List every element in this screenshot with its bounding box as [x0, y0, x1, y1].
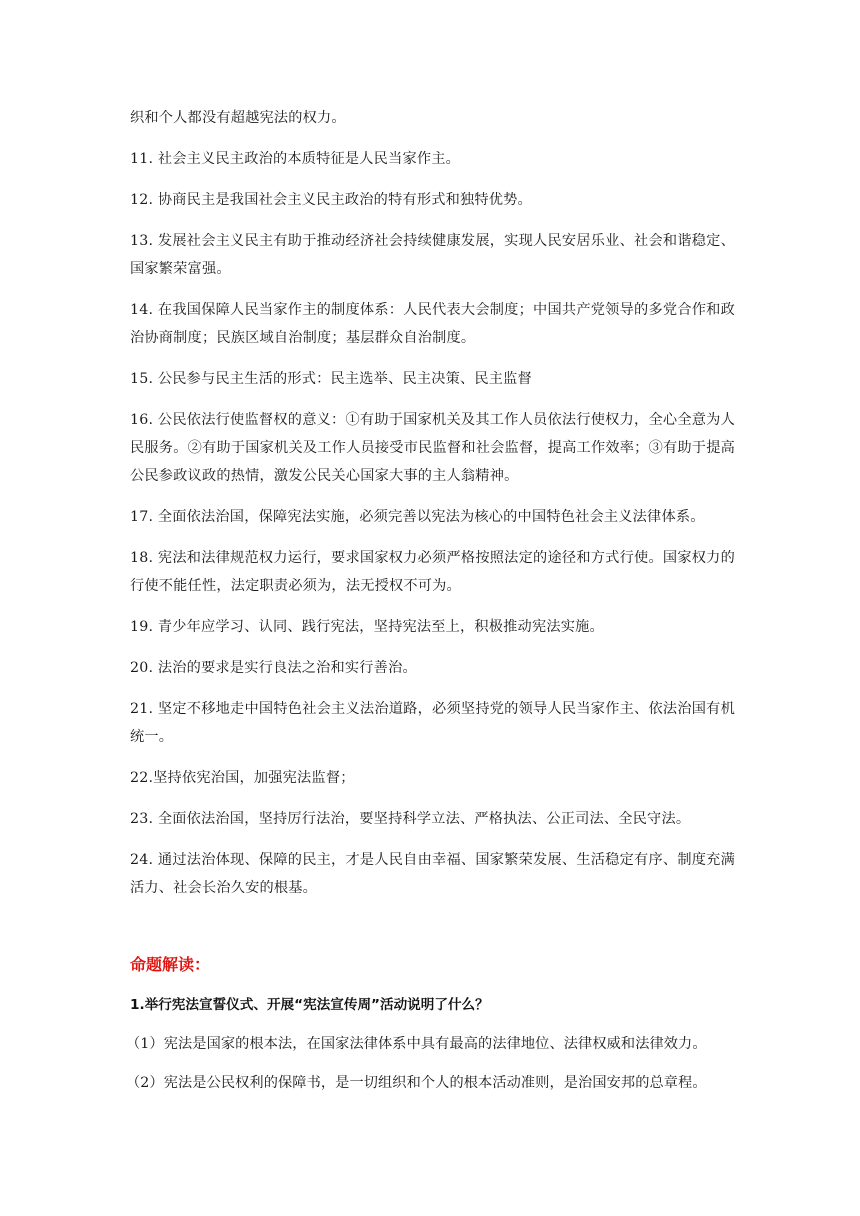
answer-item-1: （1）宪法是国家的根本法，在国家法律体系中具有最高的法律地位、法律权威和法律效力。: [126, 1036, 707, 1052]
paragraph-item-18: 18. 宪法和法律规范权力运行，要求国家权力必须严格按照法定的途径和方式行使。国家权力的行使不能任性，法定职责必须为，法无授权不可为。: [130, 550, 735, 594]
paragraph-item-15: 15. 公民参与民主生活的形式：民主选举、民主决策、民主监督: [130, 371, 532, 387]
paragraph-item-17: 17. 全面依法治国，保障宪法实施，必须完善以宪法为核心的中国特色社会主义法律体系。: [130, 509, 705, 525]
paragraph-item-12: 12. 协商民主是我国社会主义民主政治的特有形式和独特优势。: [130, 192, 532, 208]
section-spacer: [130, 915, 735, 951]
paragraph-item-22: 22.坚持依宪治国，加强宪法监督；: [130, 770, 355, 786]
paragraph-item-14: 14. 在我国保障人民当家作主的制度体系：人民代表大会制度；中国共产党领导的多党合作和政治协商制度；民族区域自治制度；基层群众自治制度。: [130, 302, 735, 346]
paragraph-item-20: 20. 法治的要求是实行良法之治和实行善治。: [130, 660, 417, 676]
paragraph-item-16: 16. 公民依法行使监督权的意义：①有助于国家机关及其工作人员依法行使权力，全心全意为人民服务。②有助于国家机关及工作人员接受市民监督和社会监督，提高工作效率；③有助于提高公民参政议政的热情，激发公民关心国家大事的主人翁精神。: [130, 412, 735, 484]
section-title: 命题解读：: [130, 955, 211, 974]
paragraph-item-13: 13. 发展社会主义民主有助于推动经济社会持续健康发展，实现人民安居乐业、社会和谐稳定、国家繁荣富强。: [130, 233, 735, 277]
paragraph-item-24: 24. 通过法治体现、保障的民主，才是人民自由幸福、国家繁荣发展、生活稳定有序、制度充满活力、社会长治久安的根基。: [130, 852, 735, 896]
document-body: [126, 104, 735, 1108]
paragraph-item-11: 11. 社会主义民主政治的本质特征是人民当家作主。: [130, 151, 461, 167]
paragraph-item-23: 23. 全面依法治国，坚持厉行法治，要坚持科学立法、严格执法、公正司法、全民守法。: [130, 811, 691, 827]
paragraph-item-19: 19. 青少年应学习、认同、践行宪法，坚持宪法至上，积极推动宪法实施。: [130, 619, 604, 635]
paragraph-continuation: 织和个人都没有超越宪法的权力。: [130, 110, 346, 126]
paragraph-item-21: 21. 坚定不移地走中国特色社会主义法治道路，必须坚持党的领导人民当家作主、依法治国有机统一。: [130, 701, 735, 745]
question-heading: 1.举行宪法宣誓仪式、开展“宪法宣传周”活动说明了什么？: [130, 997, 489, 1013]
answer-item-2: （2）宪法是公民权利的保障书，是一切组织和个人的根本活动准则，是治国安邦的总章程。: [126, 1075, 707, 1091]
